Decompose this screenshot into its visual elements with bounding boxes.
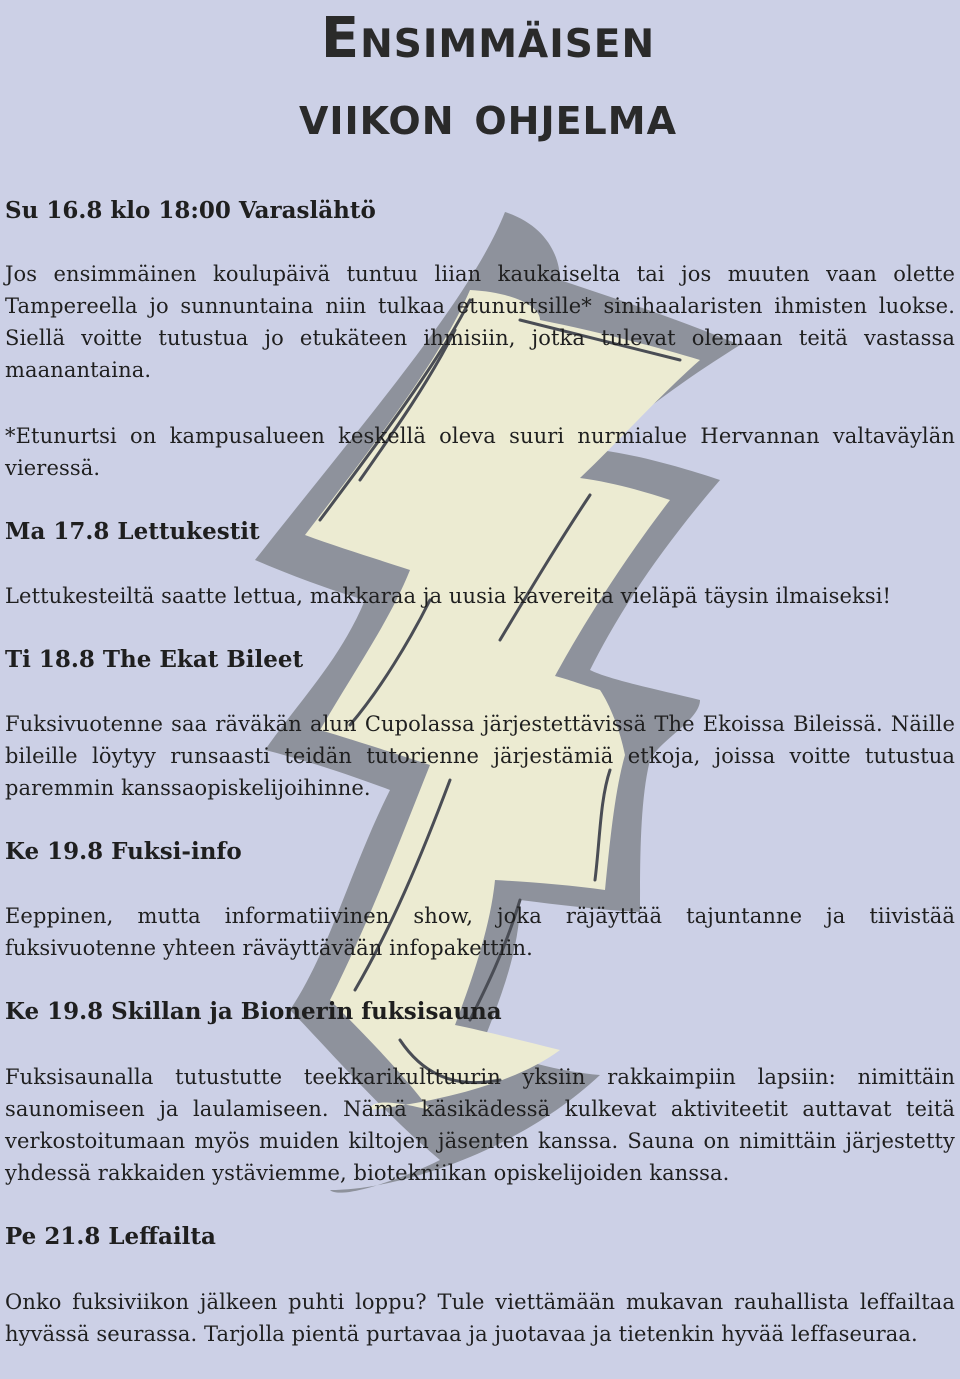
event-paragraph-ekat-bileet: Fuksivuotenne saa räväkän alun Cupolassa järjestettävissä The Ekoissa Bileissä. Näille bileille löytyy runsaasti teidän tutorienne järjestämiä etkoja, joissa voitte tutustua paremmin kanssaopiskelijoihinne. [5, 712, 955, 800]
event-heading-leffailta: Pe 21.8 Leffailta [5, 1223, 216, 1250]
event-paragraph-fuksisauna: Fuksisaunalla tutustutte teekkarikulttuurin yksiin rakkaimpiin lapsiin: nimittäin saunomiseen ja laulamiseen. Nämä käsikädessä kulkevat aktiviteetit auttavat teitä verkostoitumaan myös muiden kiltojen jäsenten kanssa. Sauna on nimittäin järjestetty yhdessä rakkaiden ystäviemme, biotekniikan opiskelijoiden kanssa. [5, 1065, 955, 1185]
page-title-line-2: viikon ohjelma [299, 84, 677, 147]
event-heading-ekat-bileet: Ti 18.8 The Ekat Bileet [5, 646, 304, 673]
event-heading-fuksisauna: Ke 19.8 Skillan ja Bionerin fuksisauna [5, 998, 502, 1025]
event-paragraph-fuksi-info: Eeppinen, mutta informatiivinen show, joka räjäyttää tajuntanne ja tiivistää fuksivuotenne yhteen räväyttävään infopakettiin. [5, 904, 955, 960]
event-heading-fuksi-info: Ke 19.8 Fuksi-info [5, 838, 242, 865]
event-paragraph-lettukestit: Lettukesteiltä saatte lettua, makkaraa ja uusia kavereita vieläpä täysin ilmaiseksi! [5, 584, 892, 608]
event-heading-varaslahto: Su 16.8 klo 18:00 Varaslähtö [5, 197, 376, 224]
event-heading-lettukestit: Ma 17.8 Lettukestit [5, 518, 260, 545]
event-paragraph-leffailta: Onko fuksiviikon jälkeen puhti loppu? Tule viettämään mukavan rauhallista leffailtaa hyvässä seurassa. Tarjolla pientä purtavaa ja juotavaa ja tietenkin hyvää leffaseuraa. [5, 1290, 955, 1346]
page-title-line-1: Ensimmäisen [320, 6, 656, 71]
event-footnote-etunurtsi: *Etunurtsi on kampusalueen keskellä oleva suuri nurmialue Hervannan valtaväylän vieressä. [5, 424, 955, 480]
event-paragraph-varaslahto: Jos ensimmäinen koulupäivä tuntuu liian kaukaiselta tai jos muuten vaan olette Tampereella jo sunnuntaina niin tulkaa etunurtsille* sinihaalaristen ihmisten luokse. Siellä voitte tutustua jo etukäteen ihmisiin, jotka tulevat olemaan teitä vastassa maanantaina. [5, 262, 955, 382]
